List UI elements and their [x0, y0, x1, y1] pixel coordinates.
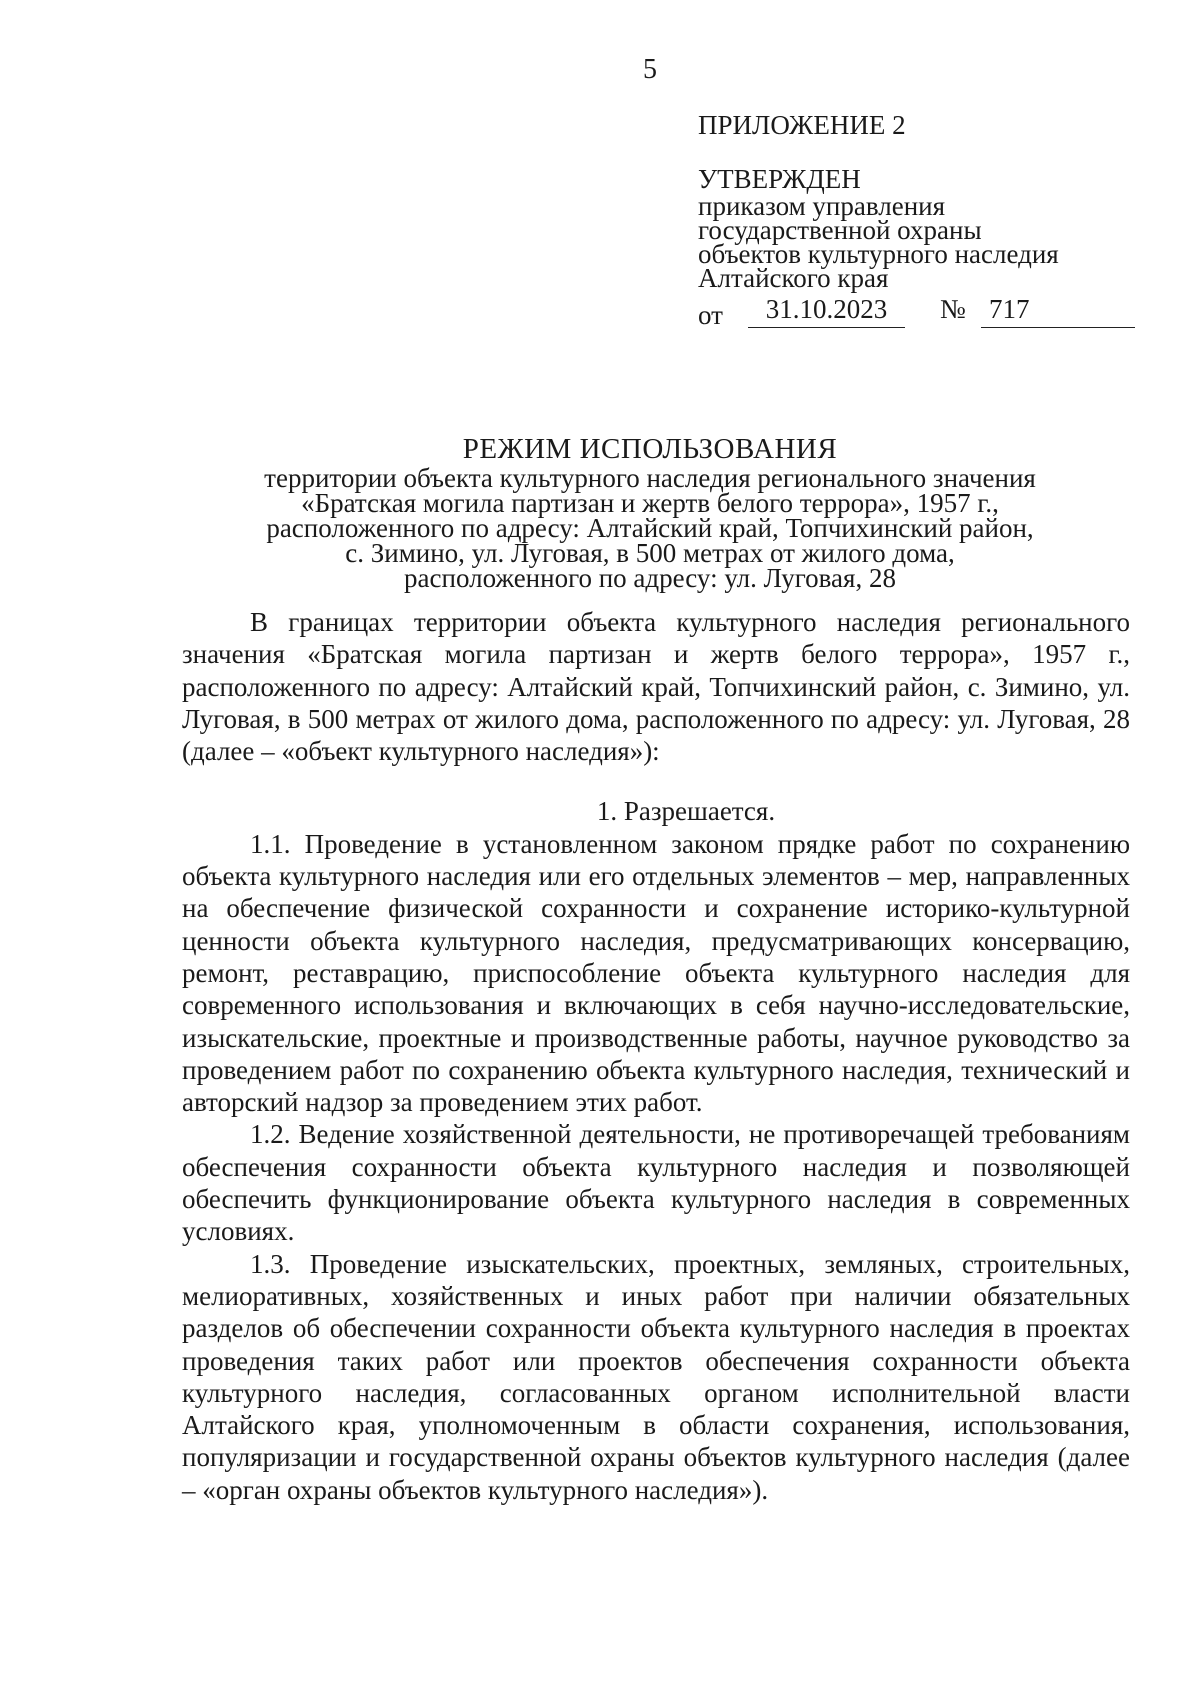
approval-block: [698, 108, 1178, 334]
title-line: с. Зимино, ул. Луговая, в 500 метрах от жилого дома,: [345, 538, 955, 568]
title-line: расположенного по адресу: ул. Луговая, 28: [404, 563, 896, 593]
title-line: «Братская могила партизан и жертв белого террора», 1957 г.,: [301, 488, 999, 518]
order-number: 717: [981, 294, 1135, 328]
appendix-label: ПРИЛОЖЕНИЕ 2: [698, 110, 906, 140]
date-prefix: от: [698, 300, 723, 330]
clause-1-3: 1.3. Проведение изыскательских, проектных, земляных, строительных, мелиоративных, хозяйственных и иных работ при наличии обязательных разделов об обеспечении сохранности объекта культурного наследия в проектах проведения таких работ или проектов обеспечения сохранности объекта культурного наследия, согласованных органом исполнительной власти Алтайского края, уполномоченным в области сохранения, использования, популяризации и государственной охраны объектов культурного наследия (далее – «орган охраны объектов культурного наследия»).: [182, 1248, 1130, 1505]
paragraph-gap: [182, 767, 1130, 795]
intro-paragraph: В границах территории объекта культурного наследия регионального значения «Братская могила партизан и жертв белого террора», 1957 г., расположенного по адресу: Алтайский край, Топчихинский район, с. Зимино, ул. Луговая, в 500 метрах от жилого дома, расположенного по адресу: ул. Луговая, 28 (далее – «объект культурного наследия»):: [182, 607, 1130, 767]
title-main: РЕЖИМ ИСПОЛЬЗОВАНИЯ: [462, 433, 838, 465]
order-date: 31.10.2023: [748, 294, 905, 328]
number-sign: №: [940, 294, 966, 324]
title-line: территории объекта культурного наследия регионального значения: [264, 463, 1036, 493]
approved-by-line: Алтайского края: [698, 263, 889, 293]
clause-1-2: 1.2. Ведение хозяйственной деятельности, не противоречащей требованиям обеспечения сохранности объекта культурного наследия и позволяющей обеспечить функционирование объекта культурного наследия в современных условиях.: [182, 1119, 1130, 1247]
title-line: расположенного по адресу: Алтайский край, Топчихинский район,: [266, 513, 1034, 543]
section-heading: 1. Разрешается.: [596, 796, 776, 827]
approved-by-line: объектов культурного наследия: [698, 239, 1059, 269]
document-body: [182, 606, 1130, 1506]
approved-by-line: государственной охраны: [698, 215, 982, 245]
document-title: [150, 432, 1150, 591]
page-number: 5: [643, 54, 657, 85]
order-date-number-row: [698, 294, 1178, 334]
approved-label: УТВЕРЖДЕН: [698, 164, 861, 194]
approved-by-line: приказом управления: [698, 191, 946, 221]
clause-1-1: 1.1. Проведение в установленном законом прядке работ по сохранению объекта культурного наследия или его отдельных элементов – мер, направленных на обеспечение физической сохранности и сохранение историко-культурной ценности объекта культурного наследия, предусматривающих консервацию, ремонт, реставрацию, приспособление объекта культурного наследия для современного использования и включающих в себя научно-исследовательские, изыскательские, проектные и производственные работы, научное руководство за проведением работ по сохранению объекта культурного наследия, технический и авторский надзор за проведением этих работ.: [182, 828, 1130, 1118]
